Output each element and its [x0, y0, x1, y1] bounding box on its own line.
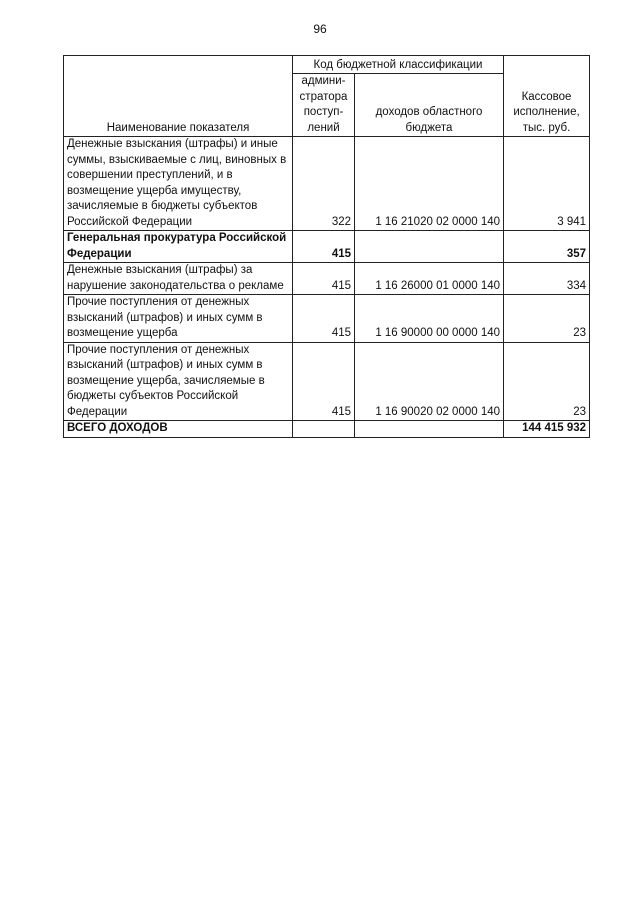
table-row	[64, 295, 590, 343]
table-row	[64, 342, 590, 421]
row-revenue-code: 1 16 90000 00 0000 140	[355, 295, 504, 343]
header-indicator-name: Наименование показателя	[64, 56, 293, 137]
header-revenue-code: доходов областного бюджета	[355, 74, 504, 137]
row-admin-code: 322	[293, 137, 355, 231]
total-label: ВСЕГО ДОХОДОВ	[64, 421, 293, 438]
row-value: 23	[504, 295, 590, 343]
table-row	[64, 137, 590, 231]
table-header	[64, 56, 590, 137]
total-row	[64, 421, 590, 438]
row-revenue-code: 1 16 90020 02 0000 140	[355, 342, 504, 421]
row-revenue-code	[355, 231, 504, 263]
row-revenue-code: 1 16 21020 02 0000 140	[355, 137, 504, 231]
table-row	[64, 263, 590, 295]
total-admin-empty	[293, 421, 355, 438]
row-name: Прочие поступления от денежных взысканий (штрафов) и иных сумм в возмещение ущерба	[64, 295, 293, 343]
page-number: 96	[313, 22, 327, 36]
row-name: Денежные взыскания (штрафы) за нарушение законодательства о рекламе	[64, 263, 293, 295]
row-value: 23	[504, 342, 590, 421]
row-admin-code: 415	[293, 342, 355, 421]
total-code-empty	[355, 421, 504, 438]
row-admin-code: 415	[293, 231, 355, 263]
row-value: 357	[504, 231, 590, 263]
row-admin-code: 415	[293, 295, 355, 343]
table-row	[64, 231, 590, 263]
row-revenue-code: 1 16 26000 01 0000 140	[355, 263, 504, 295]
header-administrator-code: админи-стратора поступ-лений	[293, 74, 355, 137]
header-budget-code-group: Код бюджетной классификации	[293, 56, 504, 74]
row-value: 3 941	[504, 137, 590, 231]
row-name: Денежные взыскания (штрафы) и иные суммы, взыскиваемые с лиц, виновных в совершении преступлений, и в возмещение ущерба имуществу, зачисляемые в бюджеты субъектов Российской Федерации	[64, 137, 293, 231]
row-value: 334	[504, 263, 590, 295]
row-name: Генеральная прокуратура Российской Федерации	[64, 231, 293, 263]
revenue-table	[63, 55, 590, 438]
header-cash-execution: Кассовое исполнение, тыс. руб.	[504, 56, 590, 137]
total-value: 144 415 932	[504, 421, 590, 438]
row-name: Прочие поступления от денежных взысканий (штрафов) и иных сумм в возмещение ущерба, зачисляемые в бюджеты субъектов Российской Федерации	[64, 342, 293, 421]
row-admin-code: 415	[293, 263, 355, 295]
table-body	[64, 137, 590, 438]
